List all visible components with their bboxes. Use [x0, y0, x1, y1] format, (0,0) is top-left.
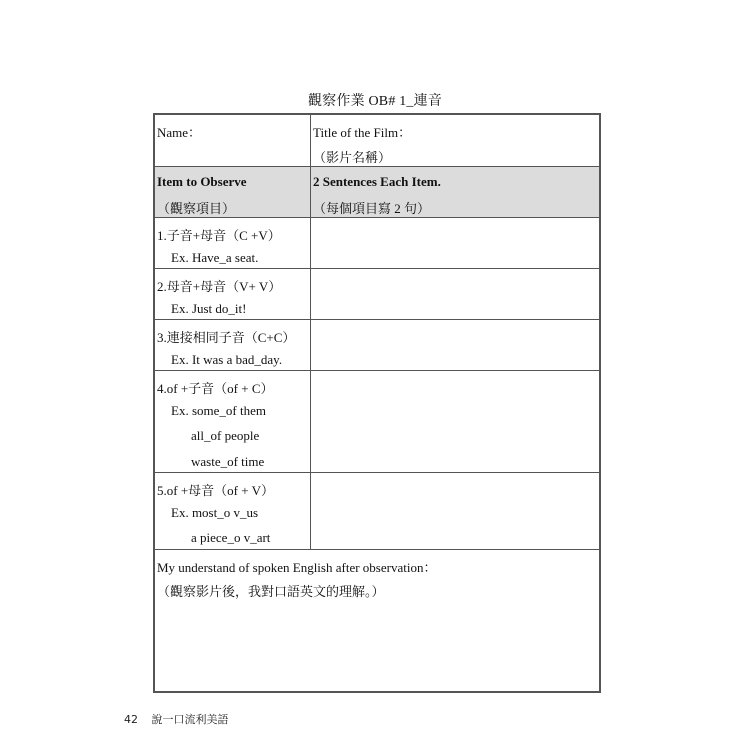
sentence-answer-cell[interactable] [311, 371, 599, 472]
film-title-label: Title of the Film： [313, 125, 412, 140]
sentences-header-label-zh: （每個項目寫 2 句） [313, 201, 431, 216]
item-example: Ex. most_o v_us [171, 505, 259, 520]
item-example: waste_of time [191, 454, 265, 469]
item-title: 4.of +子音（of + C） [157, 381, 274, 396]
page-footer [124, 711, 229, 727]
sentence-answer-cell[interactable] [311, 320, 599, 370]
item-example: a piece_o v_art [191, 530, 271, 545]
item-header-label: Item to Observe [157, 174, 247, 189]
page-title: 觀察作業 OB# 1_連音 [307, 94, 443, 109]
item-cell [155, 371, 311, 472]
header-row [155, 167, 599, 218]
info-row [155, 115, 599, 167]
understanding-row [155, 550, 599, 691]
item-example: Ex. Just do_it! [171, 301, 247, 316]
item-example: Ex. It was a bad_day. [171, 352, 283, 367]
item-row [155, 320, 599, 371]
item-example: Ex. some_of them [171, 403, 266, 418]
understanding-cell[interactable] [155, 550, 599, 691]
sentence-answer-cell[interactable] [311, 218, 599, 268]
item-example: all_of people [191, 428, 260, 443]
item-cell [155, 473, 311, 549]
sentences-header-label: 2 Sentences Each Item. [313, 174, 441, 189]
film-title-label-zh: （影片名稱） [313, 150, 392, 165]
item-cell [155, 269, 311, 319]
book-title: 說一口流利美語 [151, 713, 229, 726]
item-row [155, 269, 599, 320]
item-header-cell [155, 167, 311, 217]
sentences-header-cell [311, 167, 599, 217]
item-row [155, 371, 599, 473]
item-cell [155, 218, 311, 268]
item-title: 5.of +母音（of + V） [157, 483, 274, 498]
item-title: 2.母音+母音（V+ V） [157, 279, 282, 294]
name-cell[interactable] [155, 115, 311, 166]
item-example: Ex. Have_a seat. [171, 250, 259, 265]
item-row [155, 473, 599, 550]
item-cell [155, 320, 311, 370]
item-header-label-zh: （觀察項目） [157, 201, 236, 216]
page-number: 42 [124, 713, 138, 726]
name-label: Name： [157, 125, 202, 140]
film-title-cell[interactable] [311, 115, 599, 166]
sentence-answer-cell[interactable] [311, 473, 599, 549]
item-row [155, 218, 599, 269]
item-title: 3.連接相同子音（C+C） [157, 330, 296, 345]
understanding-label-zh: （觀察影片後，我對口語英文的理解。） [157, 584, 385, 599]
item-title: 1.子音+母音（C +V） [157, 228, 281, 243]
sentence-answer-cell[interactable] [311, 269, 599, 319]
understanding-label: My understand of spoken English after observation： [157, 560, 437, 575]
observation-worksheet-table [153, 113, 601, 693]
